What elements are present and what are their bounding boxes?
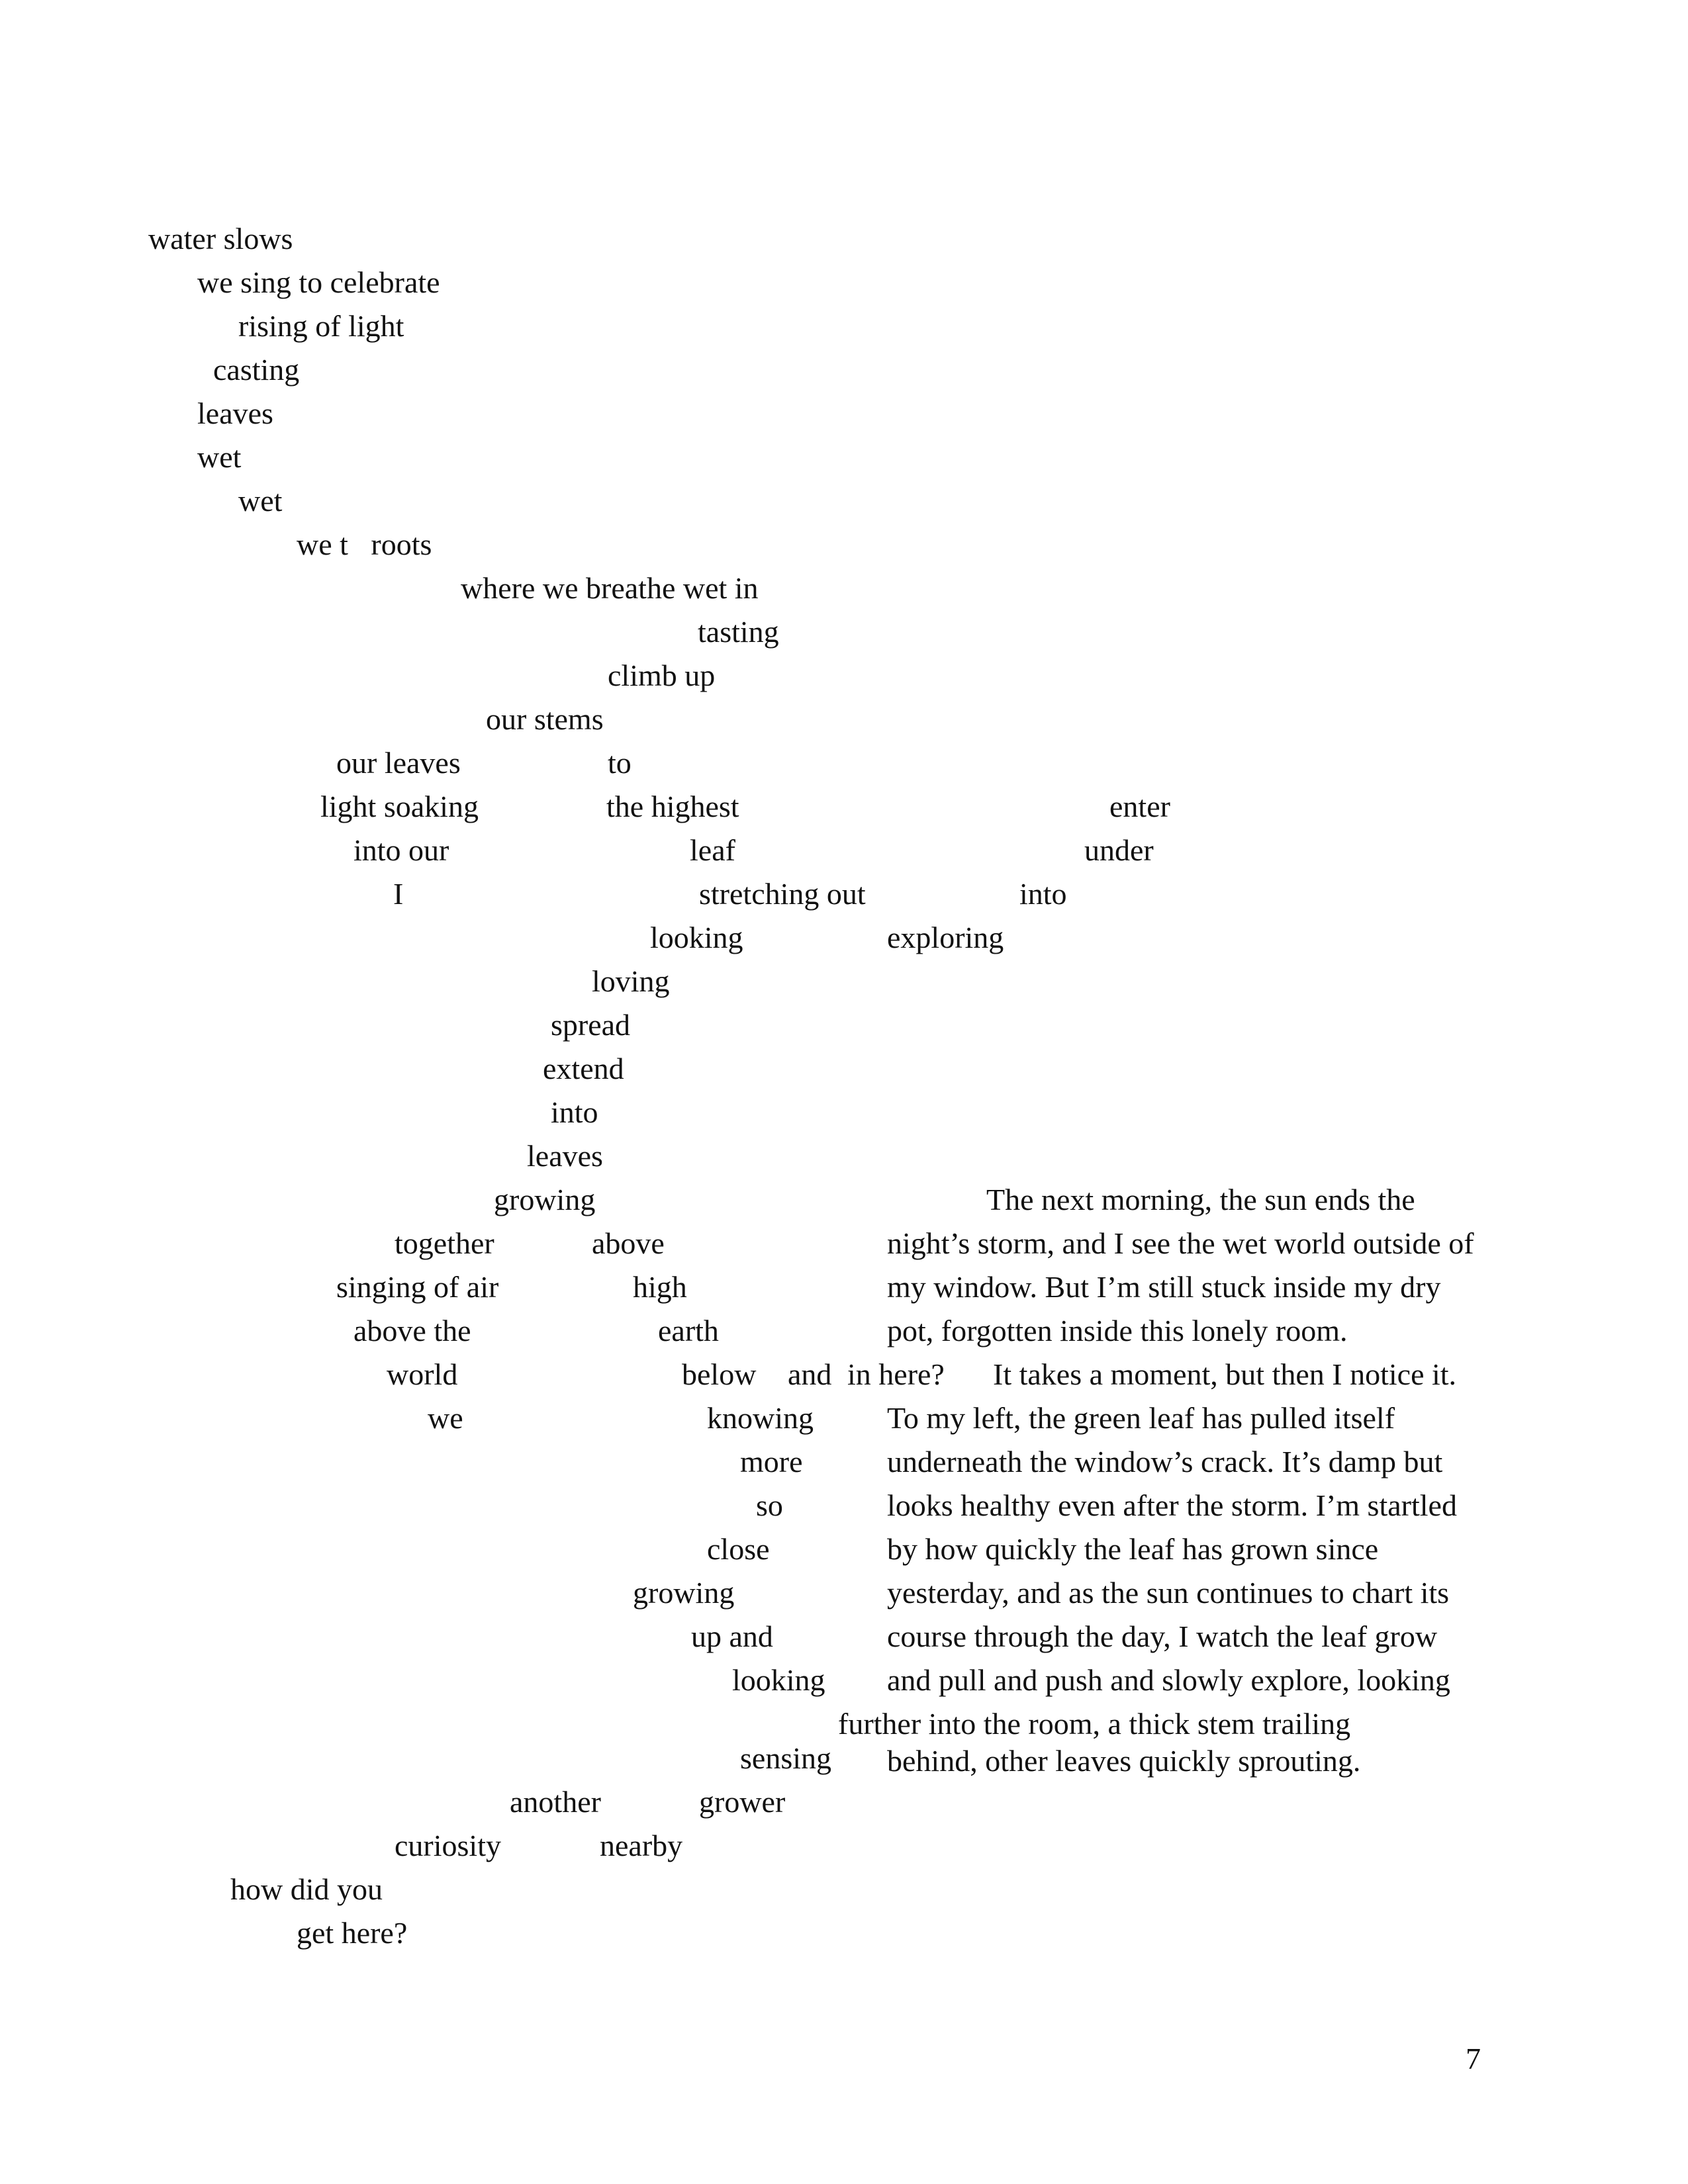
poem-word: stretching out	[699, 877, 866, 911]
prose-line: The next morning, the sun ends the	[986, 1183, 1415, 1216]
poem-word: earth	[658, 1314, 719, 1347]
poem-word: into	[551, 1095, 598, 1129]
poem-word: leaf	[690, 833, 735, 867]
poem-word: in here?	[847, 1357, 945, 1391]
poem-word: above	[592, 1226, 665, 1260]
poem-word: we	[428, 1401, 463, 1435]
prose-line: It takes a moment, but then I notice it.	[993, 1357, 1457, 1391]
prose-line: course through the day, I watch the leaf grow	[887, 1619, 1438, 1653]
poem-word: growing	[494, 1183, 596, 1216]
poem-word: casting	[213, 353, 300, 387]
poem-word: climb up	[608, 659, 716, 692]
poem-word: tasting	[698, 615, 779, 649]
poem-word: light soaking	[320, 790, 479, 823]
poem-word: below	[682, 1357, 757, 1391]
poem-word: into	[1019, 877, 1067, 911]
poem-word: above the	[353, 1314, 471, 1347]
poem-word: leaves	[527, 1139, 603, 1173]
prose-line: night’s storm, and I see the wet world outside of	[887, 1226, 1474, 1260]
poem-word: leaves	[197, 396, 273, 430]
poem-word: high	[633, 1270, 687, 1304]
poem-word: loving	[592, 964, 670, 998]
poem-word: enter	[1109, 790, 1170, 823]
poem-word: where we breathe wet in	[461, 571, 759, 605]
poem-word: water slows	[148, 222, 293, 255]
poem-word: more	[740, 1445, 803, 1479]
poem-word: wet	[197, 440, 242, 474]
prose-line: yesterday, and as the sun continues to chart its	[887, 1576, 1450, 1610]
poem-word: to	[608, 746, 632, 780]
poem-word: together	[395, 1226, 494, 1260]
poem-word: how did you	[230, 1872, 383, 1906]
prose-line: by how quickly the leaf has grown since	[887, 1532, 1379, 1566]
poem-word: and	[788, 1357, 832, 1391]
poem-word: we sing to celebrate	[197, 265, 440, 299]
poem-word: another	[510, 1785, 601, 1819]
poem-word: extend	[543, 1052, 624, 1085]
poem-word: up and	[691, 1619, 773, 1653]
prose-line: my window. But I’m still stuck inside my dry	[887, 1270, 1441, 1304]
poem-word: looking	[732, 1663, 825, 1697]
poem-word: into our	[353, 833, 449, 867]
poem-word: growing	[633, 1576, 735, 1610]
poem-word: world	[387, 1357, 458, 1391]
poem-word: singing of air	[336, 1270, 499, 1304]
poem-word: the highest	[606, 790, 739, 823]
poem-word: our stems	[486, 702, 604, 736]
prose-line: underneath the window’s crack. It’s damp but	[887, 1445, 1443, 1479]
poem-word: wet	[238, 484, 283, 518]
poem-word: close	[707, 1532, 770, 1566]
poem-word: get here?	[297, 1916, 408, 1950]
poem-word: under	[1084, 833, 1154, 867]
poem-word: we t roots	[297, 527, 432, 561]
prose-line: behind, other leaves quickly sprouting.	[887, 1744, 1361, 1778]
prose-line: and pull and push and slowly explore, looking	[887, 1663, 1450, 1697]
poem-word: curiosity	[395, 1829, 501, 1862]
prose-line: looks healthy even after the storm. I’m startled	[887, 1488, 1457, 1522]
poem-word: exploring	[887, 921, 1004, 954]
poem-word: knowing	[707, 1401, 814, 1435]
poem-word: sensing	[740, 1741, 831, 1775]
prose-line: further into the room, a thick stem trailing	[838, 1707, 1351, 1741]
poem-word: grower	[699, 1785, 786, 1819]
poem-word: our leaves	[336, 746, 461, 780]
poem-word: nearby	[600, 1829, 683, 1862]
prose-line: pot, forgotten inside this lonely room.	[887, 1314, 1348, 1347]
poem-word: so	[756, 1488, 783, 1522]
prose-line: To my left, the green leaf has pulled itself	[887, 1401, 1395, 1435]
page-number: 7	[1466, 2042, 1481, 2075]
poem-word: I	[393, 877, 404, 911]
poem-word: spread	[551, 1008, 631, 1042]
poem-word: looking	[650, 921, 743, 954]
poem-word: rising of light	[238, 309, 404, 343]
